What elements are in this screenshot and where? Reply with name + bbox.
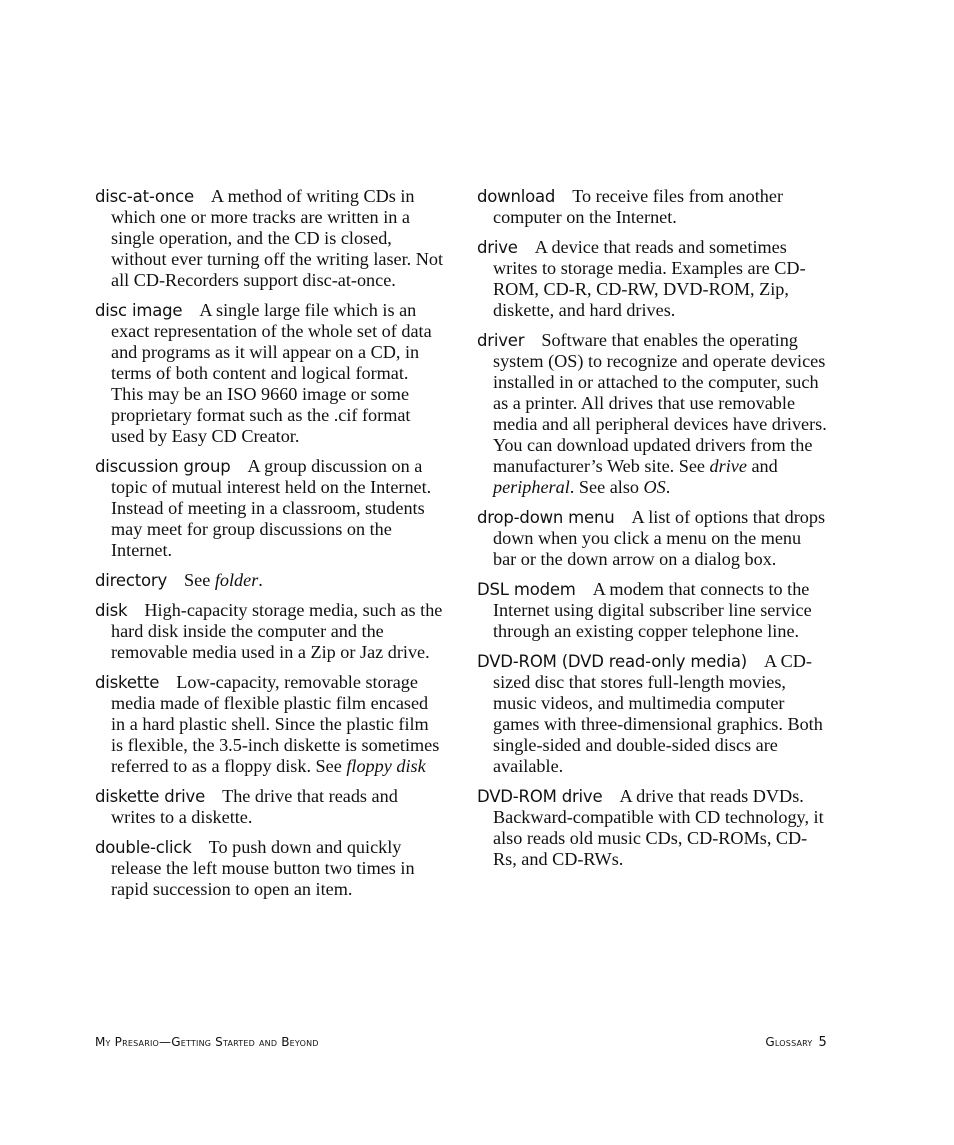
glossary-definition: Low-capacity, removable storage media made of flexible plastic film encased in a hard plastic shell. Since the plastic film is flexible, the 3.5-inch diskette is sometimes referred to as a floppy disk. See — [111, 672, 440, 776]
glossary-entry — [477, 186, 827, 228]
glossary-definition: . — [258, 570, 263, 590]
glossary-entry — [477, 786, 827, 870]
glossary-term: disc image — [95, 301, 183, 320]
glossary-entry — [95, 786, 445, 828]
glossary-definition: A method of writing CDs in which one or more tracks are written in a single operation, and the CD is closed, without ever turning off the writing laser. Not all CD-Recorders support disc-at-once. — [111, 186, 444, 290]
glossary-definition: High-capacity storage media, such as the hard disk inside the computer and the removable media used in a Zip or Jaz drive. — [111, 600, 443, 662]
glossary-term: diskette drive — [95, 787, 206, 806]
glossary-definition: To receive files from another computer on the Internet. — [493, 186, 784, 227]
glossary-definition: . — [665, 477, 671, 497]
glossary-term: drop-down menu — [477, 508, 615, 527]
cross-reference: folder — [214, 570, 259, 590]
cross-reference: OS — [643, 477, 666, 497]
cross-reference: peripheral — [493, 477, 570, 497]
glossary-definition: A modem that connects to the Internet using digital subscriber line service through an existing copper telephone line. — [493, 579, 812, 641]
glossary-entry — [95, 672, 445, 777]
glossary-definition: To push down and quickly release the left mouse button two times in rapid succession to open an item. — [111, 837, 415, 899]
glossary-definition: Software that enables the operating system (OS) to recognize and operate devices installed in or attached to the computer, such as a printer. All drives that use removable media and all peripheral devices have drivers. You can download updated drivers from the manufacturer’s Web site. See — [493, 330, 827, 476]
glossary-term: disk — [95, 601, 128, 620]
cross-reference: floppy disk — [346, 756, 426, 776]
glossary-term: disc-at-once — [95, 187, 194, 206]
glossary-definition: and — [746, 456, 778, 476]
glossary-entry — [477, 651, 827, 777]
glossary-term: driver — [477, 331, 525, 350]
cross-reference: drive — [709, 456, 747, 476]
glossary-definition: A list of options that drops down when you click a menu on the menu bar or the down arrow on a dialog box. — [493, 507, 826, 569]
glossary-term: DSL modem — [477, 580, 576, 599]
glossary-entry — [95, 837, 445, 900]
page-number: 5 — [818, 1035, 827, 1050]
glossary-term: directory — [95, 571, 168, 590]
glossary-term: diskette — [95, 673, 160, 692]
footer-section-title: Glossary — [765, 1035, 813, 1049]
glossary-entry — [477, 507, 827, 570]
footer-section — [765, 1035, 827, 1050]
right-column — [477, 186, 827, 879]
glossary-entry — [95, 300, 445, 447]
glossary-definition: A device that reads and sometimes writes to storage media. Examples are CD-ROM, CD-R, CD-RW, DVD-ROM, Zip, diskette, and hard drives. — [493, 237, 806, 320]
glossary-term: DVD-ROM (DVD read-only media) — [477, 652, 747, 671]
glossary-entry — [477, 237, 827, 321]
glossary-definition: A single large file which is an exact representation of the whole set of data and programs as it will appear on a CD, in terms of both content and logical format. This may be an ISO 9660 image or some proprietary format such as the .cif format used by Easy CD Creator. — [111, 300, 432, 446]
glossary-term: DVD-ROM drive — [477, 787, 603, 806]
glossary-term: download — [477, 187, 556, 206]
glossary-definition: A group discussion on a topic of mutual interest held on the Internet. Instead of meeting in a classroom, students may meet for group discussions on the Internet. — [111, 456, 432, 560]
glossary-term: discussion group — [95, 457, 231, 476]
glossary-entry — [95, 600, 445, 663]
glossary-entry — [95, 456, 445, 561]
glossary-term: drive — [477, 238, 518, 257]
glossary-entry — [95, 570, 445, 591]
glossary-entry — [95, 186, 445, 291]
footer-book-title: My Presario—Getting Started and Beyond — [95, 1035, 319, 1049]
glossary-entry — [477, 579, 827, 642]
glossary-definition: See — [184, 570, 215, 590]
glossary-definition: The drive that reads and writes to a diskette. — [111, 786, 398, 827]
glossary-term: double-click — [95, 838, 192, 857]
glossary-definition: A drive that reads DVDs. Backward-compatible with CD technology, it also reads old music CDs, CD-ROMs, CD-Rs, and CD-RWs. — [493, 786, 824, 869]
glossary-definition: . See also — [569, 477, 644, 497]
glossary-entry — [477, 330, 827, 498]
left-column — [95, 186, 445, 909]
glossary-definition: A CD-sized disc that stores full-length movies, music videos, and multimedia computer games with three-dimensional graphics. Both single-sided and double-sided discs are available. — [493, 651, 823, 776]
